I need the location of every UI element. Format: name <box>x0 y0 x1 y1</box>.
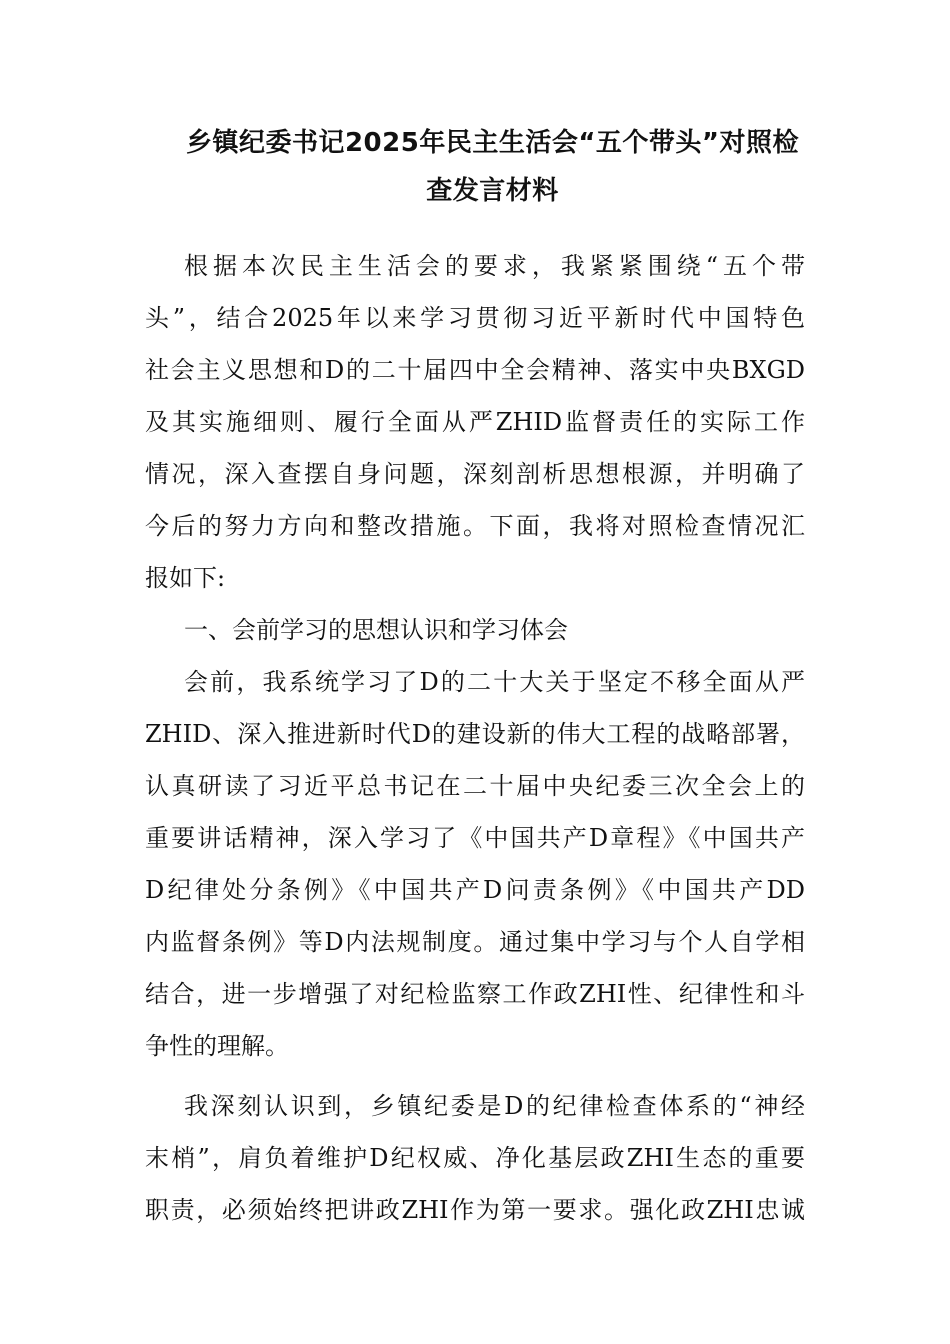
paragraph-line: 根据本次民主生活会的要求，我紧紧围绕“五个带 <box>184 252 805 280</box>
section-heading: 一、会前学习的思想认识和学习体会 <box>184 616 568 644</box>
paragraph-line: D纪律处分条例》《中国共产D问责条例》《中国共产DD <box>145 876 805 904</box>
paragraph-line: 及其实施细则、履行全面从严ZHID监督责任的实际工作 <box>145 408 805 436</box>
paragraph-line: 末梢”，肩负着维护D纪权威、净化基层政ZHI生态的重要 <box>145 1144 805 1172</box>
paragraph-line: 会前，我系统学习了D的二十大关于坚定不移全面从严 <box>184 668 805 696</box>
paragraph-line: 头”，结合2025年以来学习贯彻习近平新时代中国特色 <box>145 304 805 332</box>
paragraph-line: 职责，必须始终把讲政ZHI作为第一要求。强化政ZHI忠诚 <box>145 1196 805 1224</box>
paragraph-line: 重要讲话精神，深入学习了《中国共产D章程》《中国共产 <box>145 824 805 852</box>
paragraph-line: 认真研读了习近平总书记在二十届中央纪委三次全会上的 <box>145 772 805 800</box>
paragraph-line: 情况，深入查摆自身问题，深刻剖析思想根源，并明确了 <box>145 460 805 488</box>
document-title-line-1: 乡镇纪委书记2025年民主生活会“五个带头”对照检 <box>185 128 800 158</box>
paragraph-line: 社会主义思想和D的二十届四中全会精神、落实中央BXGD <box>145 356 805 384</box>
paragraph-line: 争性的理解。 <box>145 1032 289 1060</box>
paragraph-line: 今后的努力方向和整改措施。下面，我将对照检查情况汇 <box>145 512 805 540</box>
document-title-line-2: 查发言材料 <box>426 176 559 206</box>
paragraph-line: 报如下: <box>145 564 226 592</box>
paragraph-line: 结合，进一步增强了对纪检监察工作政ZHI性、纪律性和斗 <box>145 980 805 1008</box>
paragraph-line: 我深刻认识到，乡镇纪委是D的纪律检查体系的“神经 <box>184 1092 805 1120</box>
paragraph-line: 内监督条例》等D内法规制度。通过集中学习与个人自学相 <box>145 928 805 956</box>
paragraph-line: ZHID、深入推进新时代D的建设新的伟大工程的战略部署， <box>145 720 805 748</box>
